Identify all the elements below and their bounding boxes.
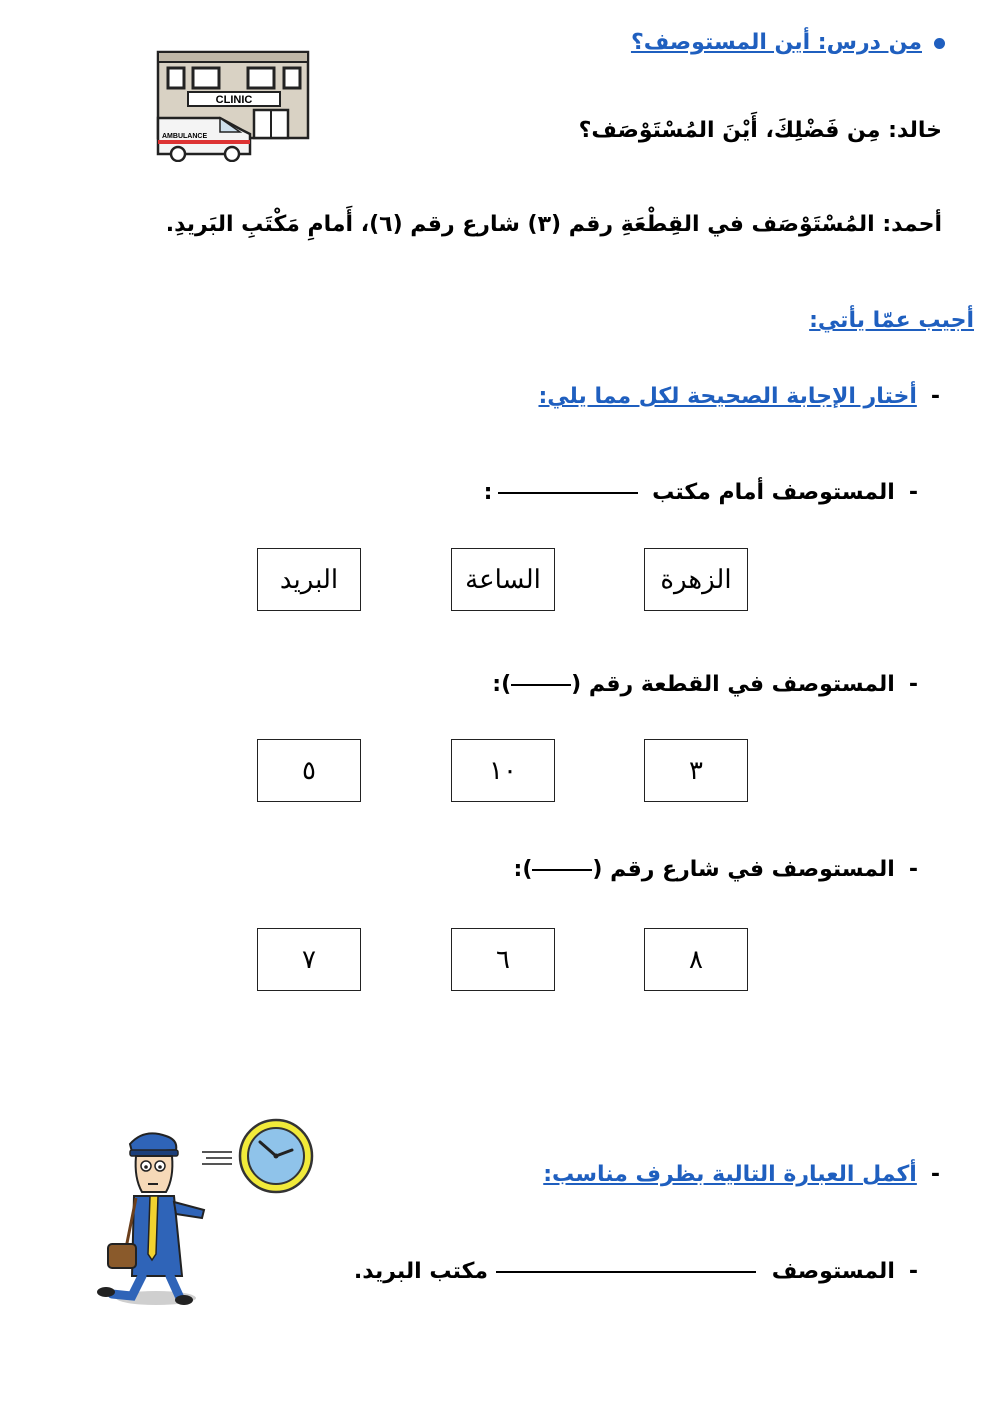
option-q3-1[interactable]: ٨ (644, 928, 748, 991)
question-1 (484, 480, 918, 505)
ahmad-line: أحمد: المُسْتَوْصَف في القِطْعَةِ رقم (٣) شارع رقم (٦)، أَمامِ مَكْتَبِ البَريدِ. (165, 212, 942, 237)
dash-marker: - (930, 384, 940, 409)
complete-sentence (354, 1259, 918, 1284)
option-q2-3[interactable]: ٥ (257, 739, 361, 802)
clinic-building-icon (150, 44, 320, 162)
clock-icon (198, 1118, 318, 1198)
question-text: المستوصف في شارع رقم (610, 857, 895, 882)
complete-heading: أكمل العبارة التالية بظرف مناسب: (543, 1162, 917, 1187)
complete-end: مكتب البريد. (353, 1259, 489, 1284)
choose-heading: أختار الإجابة الصحيحة لكل مما يلي: (538, 384, 917, 409)
question-text: المستوصف في القطعة رقم (588, 672, 895, 697)
clock-illustration (198, 1118, 318, 1198)
answer-blank[interactable] (498, 492, 638, 494)
answer-blank[interactable] (532, 869, 592, 871)
option-q2-2[interactable]: ١٠ (451, 739, 555, 802)
postman-illustration (86, 1126, 216, 1308)
clinic-illustration (150, 44, 320, 162)
paren-open: ( (571, 672, 582, 697)
lesson-title[interactable]: من درس: أين المستوصف؟ (630, 30, 922, 55)
option-q1-1[interactable]: الزهرة (644, 548, 748, 611)
complete-start: المستوصف (771, 1259, 895, 1284)
answer-heading: أجيب عمّا يأتي: (809, 308, 974, 333)
paren-open: ( (592, 857, 603, 882)
question-3 (514, 857, 918, 882)
complete-heading-row (543, 1162, 940, 1187)
colon: : (483, 480, 493, 505)
paren-close: ): (513, 857, 533, 882)
dash-marker: - (908, 857, 918, 882)
paren-close: ): (492, 672, 512, 697)
answer-blank[interactable] (511, 684, 571, 686)
khalid-line: خالد: مِن فَضْلِكَ، أَيْنَ المُسْتَوْصَف؟ (578, 118, 942, 143)
dash-marker: - (908, 672, 918, 697)
dash-marker: - (908, 1259, 918, 1284)
option-q3-2[interactable]: ٦ (451, 928, 555, 991)
dash-marker: - (930, 1162, 940, 1187)
ambulance-label: AMBULANCE (162, 133, 208, 140)
option-q1-3[interactable]: البريد (257, 548, 361, 611)
clinic-sign-text: CLINIC (215, 94, 253, 106)
postman-icon (86, 1126, 216, 1308)
question-text: المستوصف أمام مكتب (652, 480, 895, 505)
dash-marker: - (908, 480, 918, 505)
option-q1-2[interactable]: الساعة (451, 548, 555, 611)
choose-heading-row (538, 384, 940, 409)
question-2 (492, 672, 918, 697)
bullet-icon (934, 38, 945, 49)
lesson-title-row (631, 30, 945, 55)
option-q3-3[interactable]: ٧ (257, 928, 361, 991)
adverb-blank[interactable] (496, 1271, 756, 1273)
option-q2-1[interactable]: ٣ (644, 739, 748, 802)
